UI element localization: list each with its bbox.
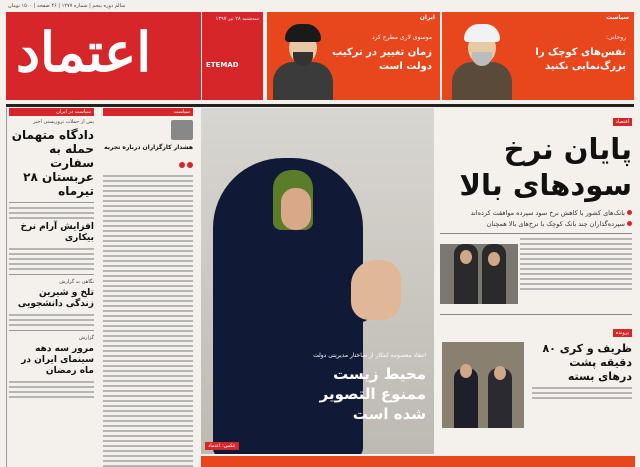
main-headline[interactable]: پایان نرخ سودهای بالا xyxy=(459,132,632,202)
story-headline[interactable]: تلخ و شیرین زندگی دانشجویی xyxy=(17,288,94,309)
teaser-1[interactable] xyxy=(267,12,440,100)
bullets xyxy=(103,153,193,172)
hero-caption xyxy=(286,352,426,424)
subhead-text: سپرده‌گذاران چند بانک کوچک با نرخ‌های بالا همچنان xyxy=(486,220,625,228)
left-column xyxy=(6,108,98,467)
story-row xyxy=(440,342,632,432)
top-info-line: سالم دوره پنجم | شماره ۱۲۷۷ | ۴۶ صفحه | ۱۵۰۰ تومان xyxy=(8,3,126,9)
teaser-tag: ایران xyxy=(419,14,435,21)
bullet-icon xyxy=(627,210,632,215)
body-text-lines xyxy=(9,248,94,270)
story-headline[interactable]: دادگاه متهمان حمله به سفارت عربستان ۲۸ تیرماه xyxy=(11,128,94,198)
header-divider xyxy=(6,104,634,107)
column-title[interactable]: هشدار کارگزاران درباره تجربه xyxy=(104,144,193,151)
body-text-lines xyxy=(532,387,632,399)
section-band: اقتصاد xyxy=(613,118,632,126)
story-row xyxy=(440,238,632,310)
story-photo[interactable] xyxy=(440,244,518,304)
subhead xyxy=(440,220,632,229)
caption-title[interactable]: محیط زیست ممنوع التصویر شده است xyxy=(319,365,426,423)
divider xyxy=(440,233,632,234)
cleric-portrait-icon xyxy=(273,22,333,100)
story-headline[interactable]: مرور سه دهه سینمای ایران در ماه رمضان xyxy=(21,344,94,376)
hero-photo[interactable] xyxy=(201,108,434,454)
face xyxy=(281,188,311,230)
bullet-icon xyxy=(187,162,193,168)
story-kicker: پس از حملات تروریستی اخیر xyxy=(33,119,94,125)
body-text-lines xyxy=(9,381,94,398)
bullet-icon xyxy=(627,221,632,226)
photo-credit: عکس: اعتماد xyxy=(205,442,239,450)
teaser-kicker: روحانی: xyxy=(605,34,626,41)
masthead-side-info xyxy=(201,12,263,100)
right-column xyxy=(438,108,634,467)
newspaper-logo: اعتماد xyxy=(16,20,152,84)
teaser-title: زمان تغییر در ترکیب دولت است xyxy=(332,47,432,72)
section-band: پرونده xyxy=(613,329,632,337)
teaser-title: نفس‌های کوچک را بزرگ‌نمایی نکنید xyxy=(535,47,626,72)
story-headline[interactable]: ظریف و کری ۸۰ دقیقه پشت درهای بسته xyxy=(542,342,632,383)
body-text-lines xyxy=(9,314,94,326)
section-band: سیاست xyxy=(103,108,193,116)
divider xyxy=(9,202,94,203)
raised-hand xyxy=(351,260,401,320)
author-photo-icon xyxy=(171,120,193,140)
story-headline[interactable]: افزایش آرام نرخ بیکاری xyxy=(20,222,94,243)
bullet-icon xyxy=(179,162,185,168)
teaser-2[interactable] xyxy=(442,12,634,100)
latin-title: ETEMAD xyxy=(206,61,239,69)
teaser-tag: سیاست xyxy=(606,14,629,21)
masthead xyxy=(6,12,201,100)
diplomats-photo[interactable] xyxy=(442,342,524,428)
column-b xyxy=(100,108,196,467)
divider xyxy=(440,314,632,315)
divider xyxy=(9,330,94,331)
story-kicker: گزارش xyxy=(78,335,94,341)
section-band: سیاست در ایران xyxy=(9,108,94,116)
body-text-lines xyxy=(520,238,632,290)
subhead-text: بانک‌های کشور با کاهش نرخ سود سپرده موافقت کرده‌اند xyxy=(470,209,625,217)
story-kicker: نگاهی به گزارش xyxy=(59,279,94,285)
caption-kicker: انتقاد معصومه ابتکار از ساختار مدیریتی دولت xyxy=(313,352,426,359)
body-text-lines xyxy=(9,207,94,219)
divider xyxy=(9,274,94,275)
teaser-kicker: موسوی لاری مطرح کرد xyxy=(371,34,432,41)
body-text-lines xyxy=(103,175,193,467)
president-portrait-icon xyxy=(452,22,512,100)
issue-date: سه‌شنبه ۲۸ تیر ۱۳۹۷ xyxy=(215,16,259,22)
header xyxy=(0,12,640,102)
bottom-strip xyxy=(201,456,635,467)
subhead xyxy=(440,209,632,218)
